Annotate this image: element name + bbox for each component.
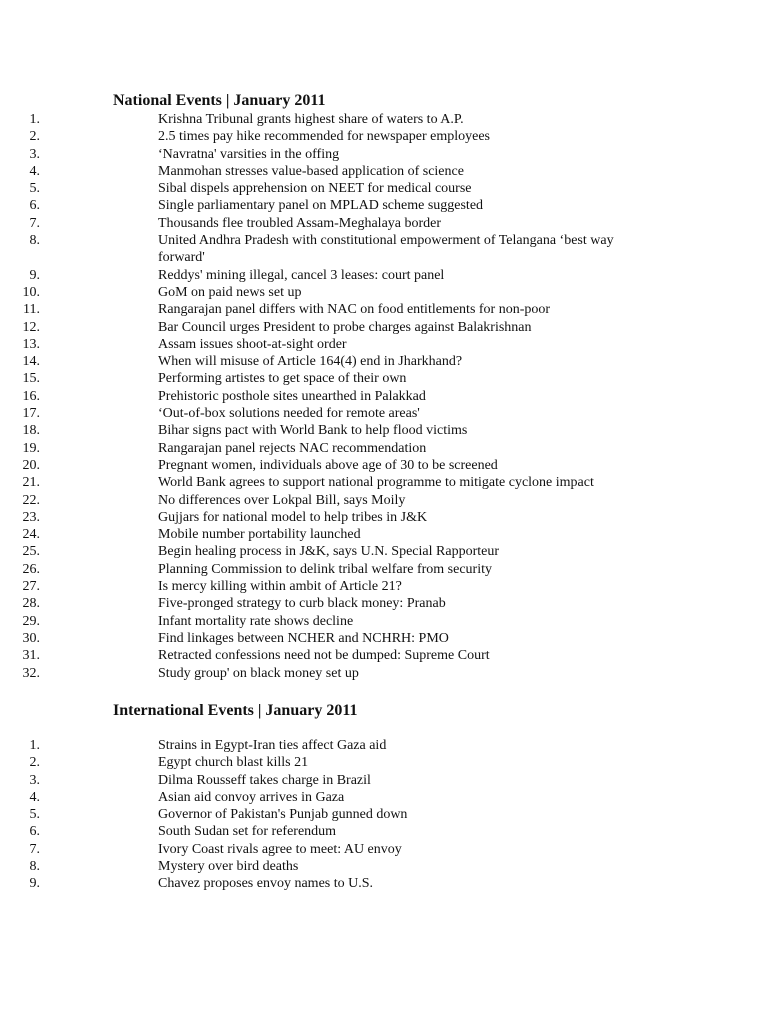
list-item-text: Performing artistes to get space of their own [158, 371, 407, 387]
list-item [0, 336, 658, 353]
list-item-text: Planning Commission to delink tribal welfare from security [158, 561, 492, 577]
list-item [0, 146, 658, 163]
list-item-number: 2. [29, 129, 40, 145]
list-item [0, 301, 658, 318]
list-item [0, 405, 658, 422]
list-item-number: 16. [22, 388, 40, 404]
list-item-number: 1. [29, 738, 40, 753]
list-item [0, 806, 658, 823]
list-item [0, 754, 658, 771]
list-item-number: 24. [22, 527, 40, 543]
list-item [0, 180, 658, 197]
list-item [0, 353, 658, 370]
list-item-text: Begin healing process in J&K, says U.N. Special Rapporteur [158, 544, 499, 560]
list-item [0, 841, 658, 858]
list-item-text: Strains in Egypt-Iran ties affect Gaza aid [158, 738, 387, 753]
list-item-text: World Bank agrees to support national programme to mitigate cyclone impact [158, 475, 594, 491]
list-item [0, 440, 658, 457]
list-item-text: Sibal dispels apprehension on NEET for medical course [158, 181, 472, 197]
list-item-number: 2. [29, 755, 40, 771]
list-item-number: 17. [22, 406, 40, 422]
list-item-text: When will misuse of Article 164(4) end in Jharkhand? [158, 354, 463, 370]
list-item-text: Mobile number portability launched [158, 527, 361, 543]
list-item-number: 20. [22, 457, 40, 473]
list-item [0, 630, 658, 647]
list-item [0, 823, 658, 840]
list-item [0, 789, 658, 806]
list-item-text: Bihar signs pact with World Bank to help flood victims [158, 423, 468, 439]
list-item [0, 319, 658, 336]
list-item-number: 30. [22, 630, 40, 646]
list-item [0, 647, 658, 664]
list-item-text: Bar Council urges President to probe charges against Balakrishnan [158, 319, 532, 335]
list-item [0, 492, 658, 509]
list-item [0, 128, 658, 145]
list-item [0, 422, 658, 439]
list-item-text: Prehistoric posthole sites unearthed in Palakkad [158, 388, 426, 404]
list-item-text: Chavez proposes envoy names to U.S. [158, 876, 374, 892]
list-item [0, 737, 658, 754]
list-item-text: Mystery over bird deaths [158, 859, 299, 875]
list-item-text: Study group' on black money set up [158, 665, 359, 681]
list-item [0, 875, 658, 892]
list-item-text: ‘Navratna' varsities in the offing [158, 146, 340, 162]
list-item-number: 27. [22, 579, 40, 595]
list-item-text: Assam issues shoot-at-sight order [158, 336, 347, 352]
list-item-number: 14. [22, 354, 40, 370]
list-item-number: 13. [22, 336, 40, 352]
list-item [0, 665, 658, 682]
list-item-number: 7. [29, 841, 40, 857]
list-item-text: Pregnant women, individuals above age of 30 to be screened [158, 457, 498, 473]
list-item-number: 22. [22, 492, 40, 508]
list-item-number: 18. [22, 423, 40, 439]
list-item-text: Single parliamentary panel on MPLAD scheme suggested [158, 198, 484, 214]
list-item-number: 3. [29, 772, 40, 788]
list-item [0, 474, 658, 491]
list-item-text: GoM on paid news set up [158, 284, 302, 300]
list-item-number: 25. [22, 544, 40, 560]
list-item-number: 4. [29, 789, 40, 805]
international-events-list [0, 737, 658, 893]
list-item-number: 15. [22, 371, 40, 387]
list-item-number: 11. [23, 302, 40, 318]
list-item [0, 111, 658, 128]
list-item-number: 8. [29, 233, 40, 249]
list-item-text: Thousands flee troubled Assam-Meghalaya border [158, 215, 442, 231]
list-item [0, 197, 658, 214]
section-heading: National Events | January 2011 [113, 92, 326, 109]
list-item [0, 388, 658, 405]
list-item-number: 5. [29, 807, 40, 823]
list-item-number: 10. [22, 284, 40, 300]
list-item-text: Governor of Pakistan's Punjab gunned down [158, 807, 408, 823]
list-item-text: Asian aid convoy arrives in Gaza [158, 789, 345, 805]
list-item [0, 543, 658, 560]
list-item-text: ‘Out-of-box solutions needed for remote areas' [158, 406, 420, 422]
list-item [0, 526, 658, 543]
list-item-text: Krishna Tribunal grants highest share of waters to A.P. [158, 112, 464, 127]
list-item-text: Egypt church blast kills 21 [158, 755, 309, 771]
list-item-text: Dilma Rousseff takes charge in Brazil [158, 772, 371, 788]
list-item-number: 29. [22, 613, 40, 629]
list-item-number: 7. [29, 215, 40, 231]
list-item-text: Ivory Coast rivals agree to meet: AU envoy [158, 841, 402, 857]
list-item-number: 12. [22, 319, 40, 335]
list-item-text: 2.5 times pay hike recommended for newspaper employees [158, 129, 491, 145]
list-item-text: No differences over Lokpal Bill, says Moily [158, 492, 406, 508]
list-item [0, 284, 658, 301]
list-item-number: 31. [22, 648, 40, 664]
list-item [0, 858, 658, 875]
list-item-text: United Andhra Pradesh with constitutional empowerment of Telangana ‘best way forward' [158, 233, 614, 266]
list-item-text: Gujjars for national model to help tribes in J&K [158, 509, 428, 525]
list-item-number: 21. [22, 475, 40, 491]
list-item [0, 370, 658, 387]
list-item-number: 8. [29, 859, 40, 875]
list-item [0, 509, 658, 526]
list-item-text: Manmohan stresses value-based application of science [158, 163, 464, 179]
list-item-number: 4. [29, 163, 40, 179]
list-item-number: 9. [29, 267, 40, 283]
list-item-number: 19. [22, 440, 40, 456]
list-item-number: 5. [29, 181, 40, 197]
list-item-text: South Sudan set for referendum [158, 824, 337, 840]
list-item-text: Find linkages between NCHER and NCHRH: PMO [158, 630, 449, 646]
list-item-number: 26. [22, 561, 40, 577]
list-item [0, 613, 658, 630]
list-item [0, 163, 658, 180]
list-item-number: 6. [29, 198, 40, 214]
list-item-number: 9. [29, 876, 40, 892]
list-item-text: Reddys' mining illegal, cancel 3 leases: court panel [158, 267, 445, 283]
list-item-text: Retracted confessions need not be dumped: Supreme Court [158, 648, 490, 664]
list-item-text: Infant mortality rate shows decline [158, 613, 354, 629]
list-item-number: 3. [29, 146, 40, 162]
list-item [0, 232, 658, 267]
list-item-number: 6. [29, 824, 40, 840]
list-item-text: Rangarajan panel rejects NAC recommendation [158, 440, 427, 456]
list-item [0, 267, 658, 284]
section-heading: International Events | January 2011 [113, 702, 358, 719]
list-item-number: 28. [22, 596, 40, 612]
national-events-list [0, 111, 658, 682]
list-item [0, 595, 658, 612]
list-item-number: 23. [22, 509, 40, 525]
list-item [0, 215, 658, 232]
list-item-text: Is mercy killing within ambit of Article 21? [158, 579, 402, 595]
list-item-text: Five-pronged strategy to curb black money: Pranab [158, 596, 446, 612]
list-item [0, 578, 658, 595]
list-item [0, 457, 658, 474]
list-item [0, 561, 658, 578]
list-item [0, 772, 658, 789]
list-item-number: 32. [22, 665, 40, 681]
list-item-text: Rangarajan panel differs with NAC on food entitlements for non-poor [158, 302, 551, 318]
list-item-number: 1. [29, 112, 40, 127]
